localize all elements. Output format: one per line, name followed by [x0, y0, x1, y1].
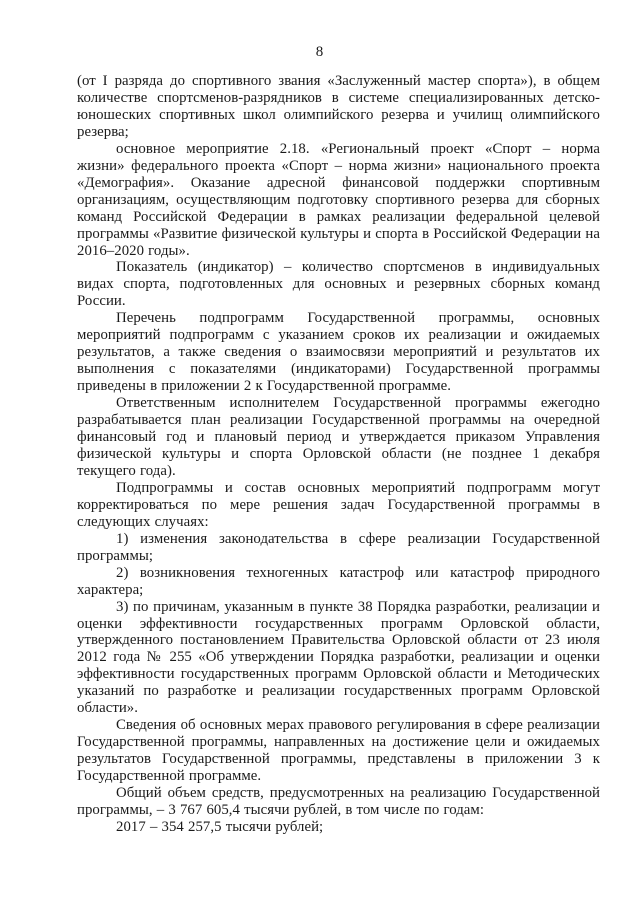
- paragraph-funding-2017: 2017 – 354 257,5 тысячи рублей;: [116, 818, 324, 835]
- paragraph-legal-regulation: Сведения об основных мерах правового регулирования в сфере реализации Государственной программы, направленных на достижение цели и ожидаемых результатов Государственной программы, представлены в приложении 3 к Государственной программе.: [77, 717, 600, 785]
- paragraph-subprogram-list: Перечень подпрограмм Государственной программы, основных мероприятий подпрограмм с указанием сроков их реализации и ожидаемых результатов, а также сведения о взаимосвязи мероприятий и результатов их выполнения с показателями (индикаторами) Государственной программы приведены в приложении 2 к Государственной программе.: [77, 310, 600, 395]
- paragraph-continuation: (от I разряда до спортивного звания «Заслуженный мастер спорта»), в общем количестве спортсменов-разрядников в системе специализированных детско-юношеских спортивных школ олимпийского резерва и училищ олимпийского резерва;: [77, 73, 600, 140]
- paragraph-indicator: Показатель (индикатор) – количество спортсменов в индивидуальных видах спорта, подготовленных для основных и резервных сборных команд России.: [77, 259, 600, 310]
- paragraph-responsible-executor: Ответственным исполнителем Государственной программы ежегодно разрабатывается план реализации Государственной программы на очередной финансовый год и плановый период и утверждается приказом Управления физической культуры и спорта Орловской области (не позднее 1 декабря текущего года).: [77, 395, 600, 479]
- paragraph-main-activity-2-18: основное мероприятие 2.18. «Региональный проект «Спорт – норма жизни» федерального проекта «Спорт – норма жизни» национального проекта «Демография». Оказание адресной финансовой поддержки спортивным организациям, осуществляющим подготовку спортивного резерва для сборных команд Российской Федерации в рамках реализации федеральной целевой программы «Развитие физической культуры и спорта в Российской Федерации на 2016–2020 годы».: [77, 140, 600, 259]
- paragraph-case-2: 2) возникновения техногенных катастроф или катастроф природного характера;: [77, 564, 600, 598]
- page-number: 8: [315, 44, 324, 60]
- paragraph-case-3: 3) по причинам, указанным в пункте 38 Порядка разработки, реализации и оценки эффективности государственных программ Орловской области, утвержденного постановлением Правительства Орловской области от 23 июля 2012 года № 255 «Об утверждении Порядка разработки, реализации и оценки эффективности государственных программ Орловской области и Методических указаний по разработке и реализации государственных программ Орловской области».: [77, 598, 600, 717]
- paragraph-case-1: 1) изменения законодательства в сфере реализации Государственной программы;: [77, 530, 600, 564]
- paragraph-total-funding: Общий объем средств, предусмотренных на реализацию Государственной программы, – 3 767 605,4 тысячи рублей, в том числе по годам:: [77, 785, 600, 818]
- body-text: [77, 73, 600, 836]
- paragraph-adjustment-cases: Подпрограммы и состав основных мероприятий подпрограмм могут корректироваться по мере решения задач Государственной программы в следующих случаях:: [77, 479, 600, 530]
